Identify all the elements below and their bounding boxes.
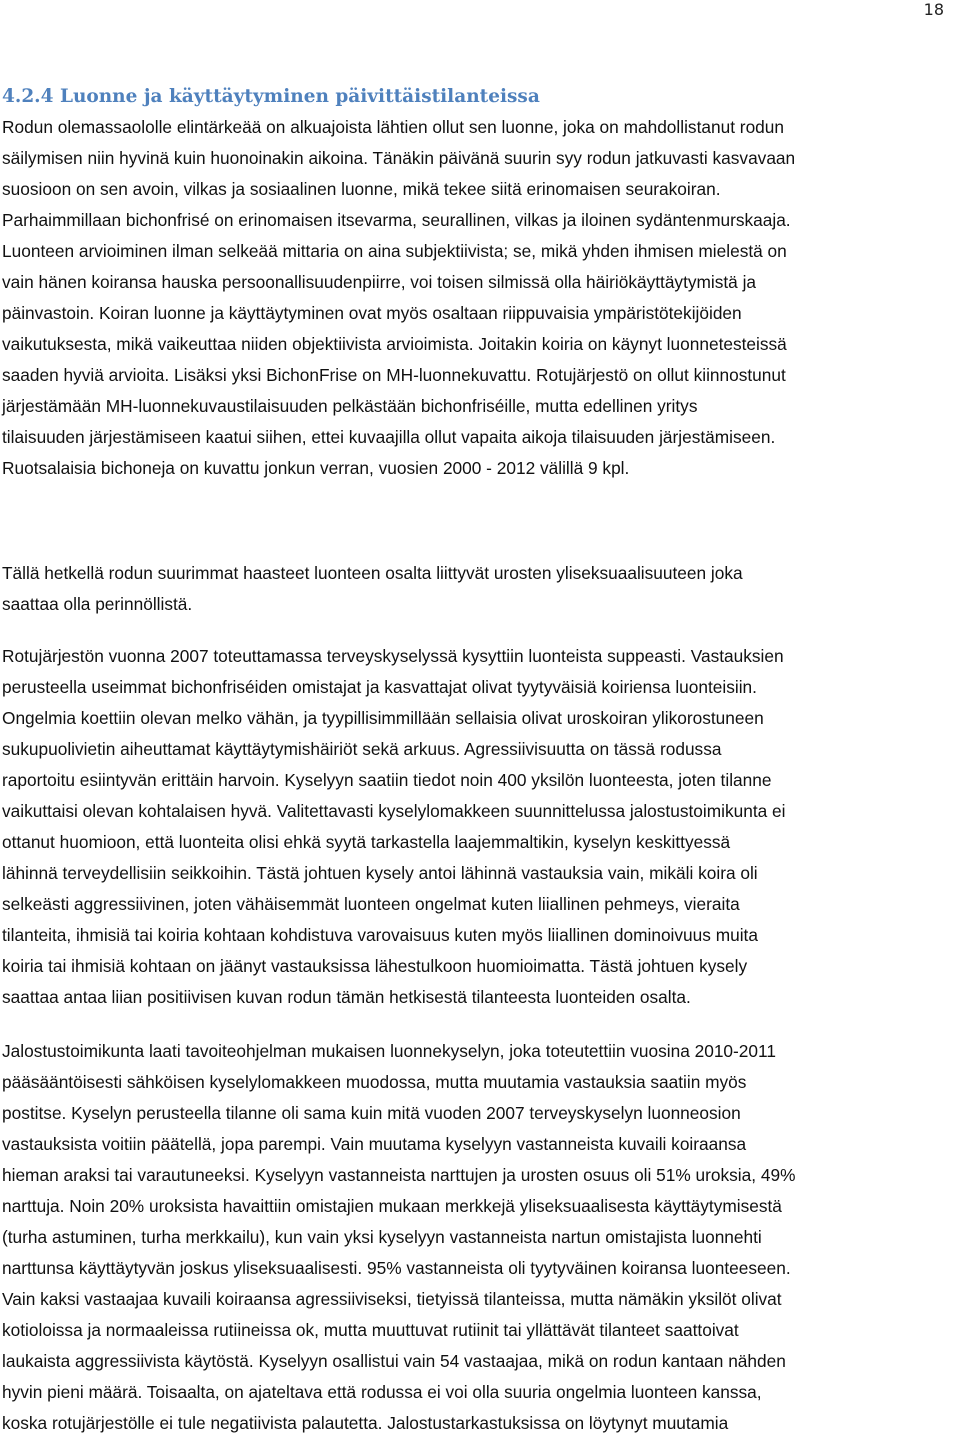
text-line: postitse. Kyselyn perusteella tilanne oli sama kuin mitä vuoden 2007 terveyskyselyn luonneosion [2,1103,741,1123]
text-line: Ruotsalaisia bichoneja on kuvattu jonkun verran, vuosien 2000 - 2012 välillä 9 kpl. [2,458,630,478]
text-line: raportoitu esiintyvän erittäin harvoin. Kyselyyn saatiin tiedot noin 400 yksilön luonteesta, joten tilanne [2,770,772,790]
text-line: vain hänen koiransa hauska persoonallisuudenpiirre, voi toisen silmissä olla häiriökäyttäytymistä ja [2,272,757,292]
text-line: saattaa olla perinnöllistä. [2,594,193,614]
text-line: vaikuttaisi olevan kohtalaisen hyvä. Valitettavasti kyselylomakkeen suunnittelussa jalostustoimikunta ei [2,801,786,821]
text-line: Parhaimmillaan bichonfrisé on erinomaisen itsevarma, seurallinen, vilkas ja iloinen sydäntenmurskaaja. [2,210,791,230]
text-line: säilymisen niin hyvinä kuin huonoinakin aikoina. Tänäkin päivänä suurin syy rodun jatkuvasti kasvavaan [2,148,796,168]
paragraph-challenges [2,558,957,620]
text-line: Rodun olemassaololle elintärkeää on alkuajoista lähtien ollut sen luonne, joka on mahdollistanut rodun [2,117,785,137]
text-line: Tällä hetkellä rodun suurimmat haasteet luonteen osalta liittyvät urosten yliseksuaalisuuteen joka [2,563,743,583]
paragraph-temperament-survey-2010 [2,1036,957,1439]
text-line: Ongelmia koettiin olevan melko vähän, ja tyypillisimmillään sellaisia olivat uroskoiran ylikorostuneen [2,708,764,728]
text-line: järjestämään MH-luonnekuvaustilaisuuden pelkästään bichonfriséille, mutta edellinen yritys [2,396,698,416]
text-line: päinvastoin. Koiran luonne ja käyttäytyminen ovat myös osaltaan riippuvaisia ympäristötekijöiden [2,303,742,323]
text-line: laukaista aggressiivista käytöstä. Kyselyyn osallistui vain 54 vastaajaa, mikä on rodun kantaan nähden [2,1351,786,1371]
text-line: suosioon on sen avoin, vilkas ja sosiaalinen luonne, mikä tekee siitä erinomaisen seurakoiran. [2,179,721,199]
text-line: sukupuolivietin aiheuttamat käyttäytymishäiriöt sekä arkuus. Agressiivisuutta on tässä rodussa [2,739,722,759]
text-line: kotioloissa ja normaaleissa rutiineissa ok, mutta muuttuvat rutiinit tai yllättävät tilanteet saattoivat [2,1320,739,1340]
text-line: narttunsa käyttäytyvän joskus yliseksuaalisesti. 95% vastanneista oli tyytyväinen koiransa luonteeseen. [2,1258,791,1278]
text-line: Vain kaksi vastaajaa kuvaili koiraansa agressiiviseksi, tietyissä tilanteissa, mutta nämäkin yksilöt olivat [2,1289,782,1309]
paragraph-health-survey-2007 [2,641,957,1013]
text-line: koska rotujärjestölle ei tule negatiivista palautetta. Jalostustarkastuksissa on löytynyt muutamia [2,1413,729,1433]
text-line: narttuja. Noin 20% uroksista havaittiin omistajien mukaan merkkejä yliseksuaalisesta käyttäytymisestä [2,1196,782,1216]
text-line: selkeästi aggressiivinen, joten vähäisemmät luonteen ongelmat kuten liiallinen pehmeys, vieraita [2,894,740,914]
text-line: vastauksista voitiin päätellä, jopa parempi. Vain muutama kyselyyn vastanneista kuvaili koiraansa [2,1134,747,1154]
text-line: hyvin pieni määrä. Toisaalta, on ajateltava että rodussa ei voi olla suuria ongelmia luonteen kanssa, [2,1382,762,1402]
text-line: Jalostustoimikunta laati tavoiteohjelman mukaisen luonnekyselyn, joka toteutettiin vuosina 2010-2011 [2,1041,776,1061]
paragraph-temperament-intro [2,112,957,484]
section-heading: 4.2.4 Luonne ja käyttäytyminen päivittäistilanteissa [2,86,540,107]
text-line: pääsääntöisesti sähköisen kyselylomakkeen muodossa, mutta muutamia vastauksia saatiin myös [2,1072,747,1092]
text-line: vaikutuksesta, mikä vaikeuttaa niiden objektiivista arvioimista. Joitakin koiria on käynyt luonnetesteissä [2,334,787,354]
text-line: Luonteen arvioiminen ilman selkeää mittaria on aina subjektiivista; se, mikä yhden ihmisen mielestä on [2,241,787,261]
text-line: tilaisuuden järjestämiseen kaatui siihen, ettei kuvaajilla ollut vapaita aikoja tilaisuuden järjestämiseen. [2,427,776,447]
text-line: Rotujärjestön vuonna 2007 toteuttamassa terveyskyselyssä kysyttiin luonteista suppeasti. Vastauksien [2,646,784,666]
text-line: saaden hyviä arvioita. Lisäksi yksi BichonFrise on MH-luonnekuvattu. Rotujärjestö on ollut kiinnostunut [2,365,786,385]
text-line: lähinnä terveydellisiin seikkoihin. Tästä johtuen kysely antoi lähinnä vastauksia vain, mikäli koira oli [2,863,758,883]
text-line: koiria tai ihmisiä kohtaan on jäänyt vastauksissa lähestulkoon huomioimatta. Tästä johtuen kysely [2,956,748,976]
text-line: saattaa antaa liian positiivisen kuvan rodun tämän hetkisestä tilanteesta luonteiden osalta. [2,987,691,1007]
text-line: tilanteita, ihmisiä tai koiria kohtaan kohdistuva varovaisuus kuten myös liiallinen dominoivuus muita [2,925,758,945]
text-line: ottanut huomioon, että luonteita olisi ehkä syytä tarkastella laajemmaltikin, kyselyn keskittyessä [2,832,731,852]
text-line: perusteella useimmat bichonfriséiden omistajat ja kasvattajat olivat tyytyväisiä koiriensa luonteisiin. [2,677,757,697]
text-line: hieman araksi tai varautuneeksi. Kyselyyn vastanneista narttujen ja urosten osuus oli 51% uroksia, 49% [2,1165,796,1185]
page-number: 18 [923,0,944,19]
text-line: (turha astuminen, turha merkkailu), kun vain yksi kyselyyn vastanneista nartun omistajista luonnehti [2,1227,762,1247]
